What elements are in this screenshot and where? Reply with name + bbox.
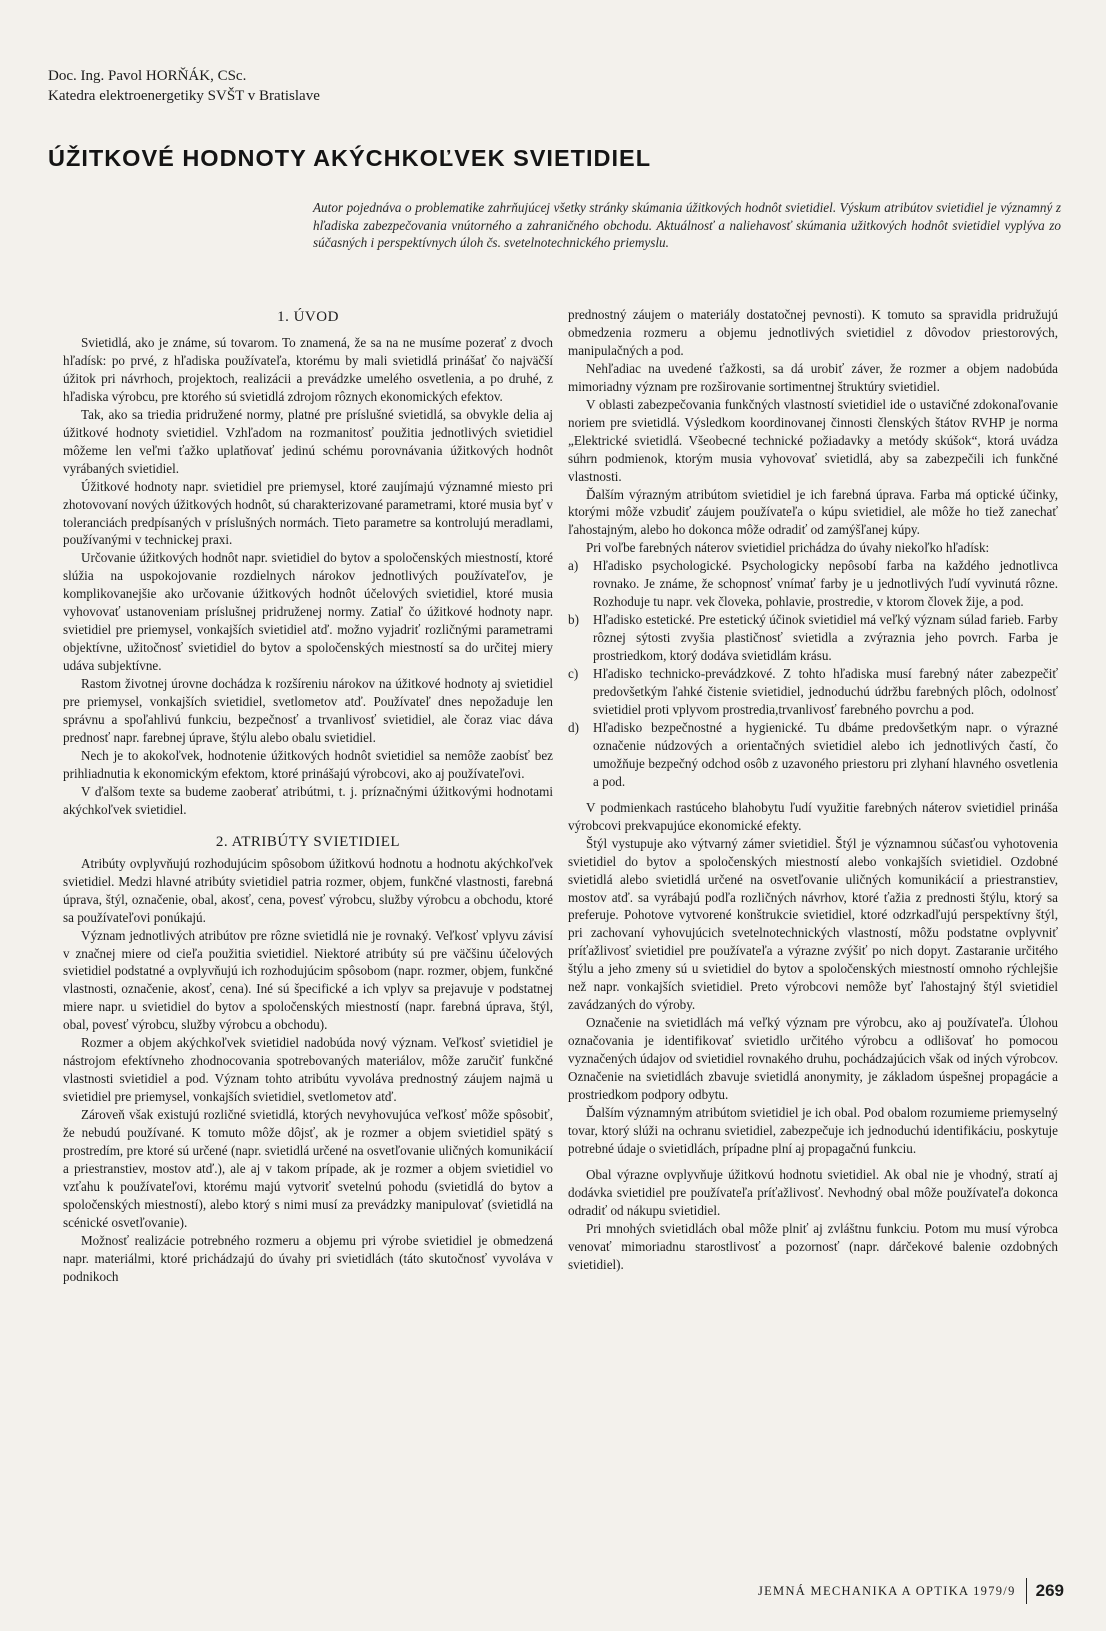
paragraph: Úžitkové hodnoty napr. svietidiel pre priemysel, ktoré zaujímajú významné miesto pri zhotovovaní nových úžitkových hodnôt, sú charakterizované parametrami, ktoré musia byť v toleranciách predpísaných v príslušných normách. Tieto parametre sa kontrolujú meradlami, používanými v technickej praxi.: [63, 478, 553, 548]
list-item: [568, 719, 1058, 791]
list-item: [568, 665, 1058, 719]
list-item-label: b): [568, 612, 579, 628]
paragraph: Označenie na svietidlách má veľký význam pre výrobcu, ako aj používateľa. Úlohou označovania je identifikovať svietidlo určitého výrobcu a odlišovať ho pomocou vyznačených údajov od svietidiel rovnakého druhu, pochádzajúcich však od iných výrobcov. Označenie na svietidlách zbavuje svietidlá anonymity, je základom úspešnej propagácie a prostriedkom podpory odbytu.: [568, 1015, 1058, 1102]
footer-divider: [1026, 1578, 1027, 1604]
section-heading-attributes: 2. ATRIBÚTY SVIETIDIEL: [215, 833, 401, 850]
paragraph: Atribúty ovplyvňujú rozhodujúcim spôsobom úžitkovú hodnotu a hodnotu akýchkoľvek svietidiel. Medzi hlavné atribúty svietidiel patria rozmer, objem, funkčné vlastnosti, farebná úprava, štýl, označenie, obal, akosť, cena, povesť výrobcu, služby výrobcu a obchodu, ktoré sa používateľovi ponúkajú.: [63, 855, 553, 925]
list-item: [568, 557, 1058, 611]
paragraph: Obal výrazne ovplyvňuje úžitkovú hodnotu svietidiel. Ak obal nie je vhodný, stratí aj dodávka svietidiel pre používateľa príťažlivosť. Nevhodný obal môže používateľa dokonca odradiť od nákupu svietidiel.: [568, 1166, 1058, 1218]
article-abstract: Autor pojednáva o problematike zahrňujúcej všetky stránky skúmania úžitkových hodnôt svietidiel. Výskum atribútov svietidiel je významný z hľadiska zabezpečovania vnútorného a zahraničného obchodu. Aktuálnosť a naliehavosť skúmania užitkových hodnôt svietidiel vyplýva zo súčasných i perspektívnych úloh čs. svetelnotechnického priemyslu.: [313, 200, 1061, 250]
paragraph: Zároveň však existujú rozličné svietidlá, ktorých nevyhovujúca veľkosť môže spôsobiť, že nebudú používané. K tomuto môže dôjsť, ak je rozmer a objem svietidiel spätý s prostredím, pre ktoré sú určené (napr. svietidlá určené na osvetľovanie uličných komunikácií a priestranstiev, mostov atď.), ale aj v takom prípade, ak je rozmer a objem svietidiel vo vzťahu k používateľovi, ktorému majú vytvoriť svetelnú pohodu (svietidlá do bytov a spoločenských miestností), alebo ktorý s nimi musí za prevádzky manipulovať (svietidlá na scénické osvetľovanie).: [63, 1107, 553, 1230]
paragraph: Možnosť realizácie potrebného rozmeru a objemu pri výrobe svietidiel je obmedzená napr. materiálmi, ktoré prichádzajú do úvahy pri svietidlách (táto skutočnosť vyvoláva v podnikoch: [63, 1232, 553, 1284]
paragraph: Tak, ako sa triedia pridružené normy, platné pre príslušné svietidlá, sa obvykle delia aj úžitkové hodnoty svietidiel. Vzhľadom na rozmanitosť použitia jednotlivých svietidiel môžeme len veľmi ťažko uplatňovať jedinú schému porovnávania úžitkových hodnôt vyrábaných svietidiel.: [63, 406, 553, 476]
list-item-label: a): [568, 558, 579, 574]
author-name: Doc. Ing. Pavol HORŇÁK, CSc.: [48, 68, 247, 84]
page-number: 269: [1035, 1581, 1064, 1600]
right-column: [568, 306, 1058, 1274]
section-heading-introduction: 1. ÚVOD: [277, 309, 339, 325]
left-column: [63, 306, 553, 1286]
paragraph: Určovanie úžitkových hodnôt napr. svietidiel do bytov a spoločenských miestností, ktoré slúžia na uspokojovanie rozdielnych nárokov jednotlivých používateľov, je komplikovanejšie ako určovanie úžitkových hodnôt účelových svietidiel, ktoré musia vyhovovať ustanoveniam príslušnej pridruženej normy. Zatiaľ čo úžitkové hodnoty napr. svietidiel pre priemysel, vonkajších svietidiel atď. možno vyjadriť rozličnými parametrami objektívne, užitočnosť svietidiel do bytov a spoločenských miestností sa do určitej miery udáva subjektívne.: [63, 550, 553, 674]
paragraph: Rastom životnej úrovne dochádza k rozšíreniu nárokov na úžitkové hodnoty aj svietidiel pre priemysel, vonkajších svietidiel, svetlometov atď. Používateľ dnes nepožaduje len správnu a spoľahlivú funkciu, bezpečnosť a trvanlivosť svietidiel, ale čoraz viac dáva prednosť napr. farebnej úprave, štýlu alebo obalu svietidiel.: [63, 676, 553, 745]
paragraph: Význam jednotlivých atribútov pre rôzne svietidlá nie je rovnaký. Veľkosť vplyvu závisí v značnej miere od cieľa použitia svietidiel. Niektoré atribúty sú pre väčšinu účelových svietidiel podstatné a ovplyvňujú ich rozhodujúcim spôsobom (napr. rozmer, objem, funkčné vlastnosti, označenie, akosť, cena). Iné sú špecifické a ich vplyv sa prejavuje v podstatnej miere napr. u svietidiel do bytov a spoločenských miestností (napr. farebná úprava, štýl, obal, povesť výrobcu, služby výrobcu a obchodu).: [63, 927, 553, 1033]
page-footer: [758, 1578, 1064, 1604]
paragraph: Svietidlá, ako je známe, sú tovarom. To znamená, že sa na ne musíme pozerať z dvoch hľadísk: po prvé, z hľadiska používateľa, ktorému by mali svietidlá prinášať čo najväčší úžitok pri návrhoch, projektoch, realizácii a prevádzke umelého osvetlenia, a po druhé, z hľadiska výrobcu, pre ktorého sú svietidlá zdrojom rôznych ekonomických efektov.: [63, 335, 553, 404]
paragraph: V oblasti zabezpečovania funkčných vlastností svietidiel ide o ustavičné zdokonaľovanie noriem pre svietidlá. Výsledkom koordinovanej činnosti členských štátov RVHP je norma „Elektrické svietidlá. Všeobecné technické požiadavky a metódy skúšok“, ktorá uvádza súhrn podmienok, ktorým musia vyhovovať svietidlá, aby sa zabezpečili ich funkčné vlastnosti.: [568, 396, 1058, 484]
author-affiliation: Katedra elektroenergetiky SVŠT v Bratislave: [48, 88, 320, 104]
journal-name: JEMNÁ MECHANIKA A OPTIKA 1979/9: [757, 1583, 1016, 1598]
paragraph: Štýl vystupuje ako výtvarný zámer svietidiel. Štýl je významnou súčasťou vyhotovenia svietidiel do bytov a spoločenských miestností alebo vonkajších svietidiel. Ozdobné svietidlá alebo svietidlá určené na osvetľovanie uličných komunikácií a priestranstiev, mostov atď. sa vyrábajú podľa rozličných návrhov, ktoré ťažia z prednosti štýlu, ktorý sa preferuje. Pohotove vytvorené konštrukcie svietidiel, ktoré odzrkadľujú perspektívny štýl, pri zachovaní vyhovujúcich svetelnotechnických vlastností, môžu podstatne ovplyvniť príťažlivosť svietidiel pre používateľa a výrazne zvýšiť po nich dopyt. Zastaranie určitého štýlu a jeho zmeny sú u svietidiel do bytov a spoločenských miestností omnoho rýchlejšie než napr. vonkajších svietidiel. Preto výrobcovi nemôže byť ľahostajný štýl svietidiel zavádzaných do výroby.: [568, 835, 1058, 1013]
paragraph: Pri mnohých svietidlách obal môže plniť aj zvláštnu funkciu. Potom mu musí výrobca venovať mimoriadnu starostlivosť a pozornosť (napr. dárčekové balenie ozdobných svietidiel).: [568, 1220, 1058, 1272]
paragraph: Rozmer a objem akýchkoľvek svietidiel nadobúda nový význam. Veľkosť svietidiel je nástrojom efektívneho zhodnocovania spotrebovaných materiálov, môže zaručiť funkčné vlastnosti svietidiel a pod. Význam tohto atribútu vyvoláva prednostný záujem najmä u svietidiel pre priemysel, vonkajších svietidiel, svetlometov atď.: [63, 1035, 553, 1105]
list-item-text: Hľadisko estetické. Pre estetický účinok svietidiel má veľký význam súlad farieb. Farby rôznej sýtosti zvyšia plastičnosť svietidla a zvýraznia jeho povrch. Farba je prostriedkom, ktorý dodáva svietidlám krásu.: [593, 612, 1058, 664]
paragraph: Pri voľbe farebných náterov svietidiel prichádza do úvahy niekoľko hľadísk:: [586, 540, 990, 556]
list-item-text: Hľadisko psychologické. Psychologicky nepôsobí farba na každého jednotlivca rovnako. Je známe, že schopnosť vnímať farby je u jednotlivých ľudí vyvinutá rôzne. Rozhoduje tu napr. vek človeka, pohlavie, prostredie, v ktorom človek žije, a pod.: [593, 558, 1058, 610]
paragraph: V ďalšom texte sa budeme zaoberať atribútmi, t. j. príznačnými úžitkovými hodnotami akýchkoľvek svietidiel.: [63, 783, 553, 817]
paragraph: Nehľadiac na uvedené ťažkosti, sa dá urobiť záver, že rozmer a objem nadobúda mimoriadny význam pre rozširovanie sortimentnej štruktúry svietidiel.: [568, 360, 1058, 394]
paragraph: Ďalším výrazným atribútom svietidiel je ich farebná úprava. Farba má optické účinky, ktorými môže vzbudiť záujem používateľa o kúpu svietidiel, ale môže ho tiež zanechať ľahostajným, alebo ho dokonca môže odradiť od zamýšľanej kúpy.: [568, 486, 1058, 538]
list-item-label: c): [568, 666, 579, 682]
paragraph: Ďalším významným atribútom svietidiel je ich obal. Pod obalom rozumieme priemyselný tovar, ktorý slúži na ochranu svietidiel, zabezpečuje ich jednoduchú identifikáciu, poskytuje potrebné údaje o svietidlách, prípadne plní aj propagačnú funkciu.: [568, 1104, 1058, 1156]
article-title: ÚŽITKOVÉ HODNOTY AKÝCHKOĽVEK SVIETIDIEL: [48, 145, 652, 171]
list-item: [568, 611, 1058, 665]
list-item-text: Hľadisko technicko-prevádzkové. Z tohto hľadiska musí farebný náter zabezpečiť predovšetkým ľahké čistenie svietidiel, jednoduchú údržbu farebných plôch, odolnosť svietidiel proti vplyvom prostredia,trvanlivosť farebného povrchu a pod.: [593, 666, 1058, 717]
paragraph: V podmienkach rastúceho blahobytu ľudí využitie farebných náterov svietidiel prináša výrobcovi prekvapujúce ekonomické efekty.: [568, 799, 1058, 833]
article-header: [48, 66, 320, 106]
paragraph: Nech je to akokoľvek, hodnotenie úžitkových hodnôt svietidiel sa nemôže zaobísť bez prihliadnutia k ekonomickým efektom, ktoré prinášajú výrobcovi, ako aj používateľovi.: [63, 747, 553, 781]
list-item-text: Hľadisko bezpečnostné a hygienické. Tu dbáme predovšetkým napr. o výrazné označenie núdzových a orientačných svietidiel alebo ich jednotlivých častí, čo umožňuje bezpečný odchod osôb z uzavoného priestoru pri zlyhaní hlavného osvetlenia a pod.: [593, 719, 1058, 789]
list-item-label: d): [568, 719, 579, 735]
paragraph: prednostný záujem o materiály dostatočnej pevnosti). K tomuto sa spravidla pridružujú obmedzenia rozmeru a objemu jednotlivých svietidiel z dôvodov priestorových, manipulačných a pod.: [568, 307, 1058, 358]
